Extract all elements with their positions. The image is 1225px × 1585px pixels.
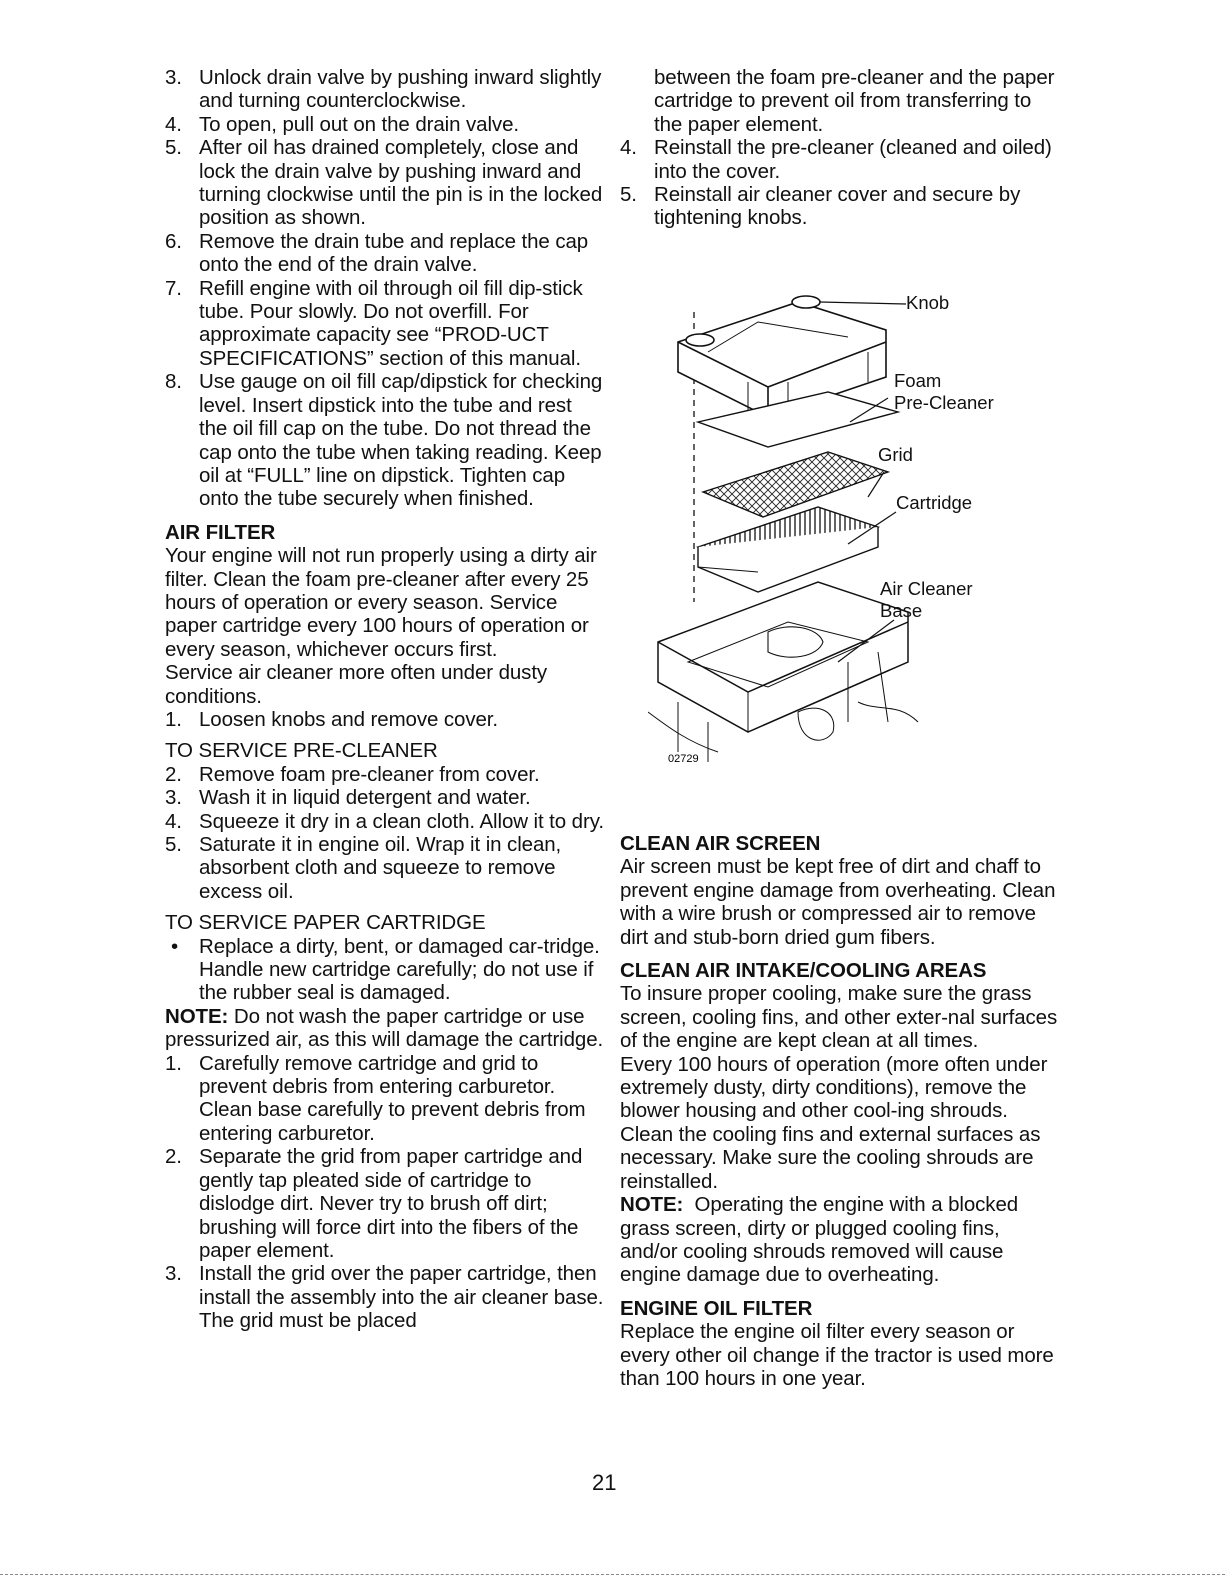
list-item <box>165 786 605 809</box>
note-paragraph <box>620 1193 1060 1287</box>
step-number: 2. <box>165 1145 182 1169</box>
step-number: 2. <box>165 762 182 786</box>
figure-code: 02729 <box>668 753 699 765</box>
bottom-divider <box>0 1574 1225 1575</box>
note-paragraph <box>165 1005 605 1052</box>
step-text: Use gauge on oil fill cap/dipstick for checking level. Insert dipstick into the tube and rest the oil fill cap on the tube. Do not thread the cap onto the tube when taking reading. Keep oil at “FULL” line on dipstick. Tighten cap onto the tube securely when finished. <box>199 370 603 511</box>
step-number: 5. <box>165 833 182 856</box>
grid <box>703 452 888 517</box>
engine-oil-filter-heading: ENGINE OIL FILTER <box>620 1296 813 1320</box>
air-cleaner-base <box>648 582 918 762</box>
list-item <box>165 230 605 277</box>
clean-air-screen-text: Air screen must be kept free of dirt and chaff to prevent engine damage from overheating. Clean with a wire brush or compressed air to remove dirt and stub-born dried gum fibers. <box>620 855 1056 949</box>
cover <box>678 296 886 417</box>
note-label: NOTE: <box>620 1193 684 1217</box>
step-number: 3. <box>165 786 182 810</box>
list-item <box>165 66 605 113</box>
engine-oil-filter-text: Replace the engine oil filter every season or every other oil change if the tractor is used more than 100 hours in one year. <box>620 1320 1054 1390</box>
bullet-text: Replace a dirty, bent, or damaged car-tridge. Handle new cartridge carefully; do not use if the rubber seal is damaged. <box>199 934 600 1005</box>
label-air-cleaner: Air Cleaner <box>880 578 973 599</box>
step-text: Reinstall air cleaner cover and secure by tightening knobs. <box>654 183 1021 230</box>
note-text: Do not wash the paper cartridge or use pressurized air, as this will damage the cartridge. <box>165 1004 604 1052</box>
step-number: 1. <box>165 1051 182 1075</box>
clean-air-screen-heading: CLEAN AIR SCREEN <box>620 832 821 855</box>
label-grid: Grid <box>878 444 913 465</box>
step-text: Squeeze it dry in a clean cloth. Allow it to dry. <box>199 809 604 833</box>
step-number: 4. <box>165 112 182 136</box>
step-number: 4. <box>620 136 637 160</box>
step-text: Install the grid over the paper cartridge, then install the assembly into the air cleaner base. The grid must be placed <box>199 1262 604 1333</box>
step-number: 8. <box>165 370 182 394</box>
air-cleaner-diagram <box>648 282 1048 782</box>
pre-cleaner-heading: TO SERVICE PRE-CLEANER <box>165 739 438 763</box>
step-number: 5. <box>620 183 637 207</box>
left-column <box>165 66 605 1333</box>
list-item <box>165 1145 605 1262</box>
page-number: 21 <box>592 1470 617 1495</box>
step-text: Unlock drain valve by pushing inward slightly and turning counterclockwise. <box>199 66 602 113</box>
step-number: 3. <box>165 66 182 89</box>
intake-paragraph-1: To insure proper cooling, make sure the grass screen, cooling fins, and other exter-nal surfaces of the engine are kept clean at all times. <box>620 982 1058 1053</box>
right-column-bottom <box>620 832 1060 1390</box>
list-item <box>620 136 1060 183</box>
label-cartridge: Cartridge <box>896 492 973 513</box>
step-text: Separate the grid from paper cartridge and gently tap pleated side of cartridge to dislodge dirt. Never try to brush off dirt; brushing will force dirt into the fibers of the paper element. <box>199 1145 583 1262</box>
list-item <box>165 277 605 371</box>
step-text: Remove foam pre-cleaner from cover. <box>199 762 540 786</box>
continued-text: between the foam pre-cleaner and the paper cartridge to prevent oil from transferring to the paper element. <box>654 66 1055 136</box>
right-column-top <box>620 66 1060 230</box>
list-item <box>165 1052 605 1146</box>
note-label: NOTE: <box>165 1004 229 1028</box>
step-text: Remove the drain tube and replace the cap onto the end of the drain valve. <box>199 229 589 277</box>
list-item <box>165 370 605 510</box>
label-knob: Knob <box>906 292 950 313</box>
step-text: Refill engine with oil through oil fill dip-stick tube. Pour slowly. Do not overfill. For approximate capacity see “PROD-UCT SPECIFICATIONS” section of this manual. <box>199 276 583 370</box>
paper-cartridge-heading: TO SERVICE PAPER CARTRIDGE <box>165 911 486 935</box>
step-number: 5. <box>165 136 182 160</box>
list-item <box>165 810 605 833</box>
label-pre-cleaner: Pre-Cleaner <box>894 392 994 413</box>
step-text: After oil has drained completely, close and lock the drain valve by pushing inward and turning clockwise until the pin is in the locked position as shown. <box>199 136 603 230</box>
label-foam: Foam <box>894 370 942 391</box>
list-item <box>165 708 605 731</box>
air-filter-paragraph-2: Service air cleaner more often under dusty conditions. <box>165 661 548 708</box>
list-item <box>165 113 605 136</box>
step-number: 1. <box>165 707 182 731</box>
intake-paragraph-2: Every 100 hours of operation (more often under extremely dusty, dirty conditions), remove the blower housing and other cool-ing shrouds. Clean the cooling fins and external surfaces as necessary. Make sure the cooling shrouds are reinstalled. <box>620 1052 1048 1193</box>
step-number: 4. <box>165 809 182 833</box>
label-base: Base <box>880 600 923 621</box>
step-number: 7. <box>165 276 182 300</box>
cartridge <box>698 507 878 592</box>
note-text: Operating the engine with a blocked grass screen, dirty or plugged cooling fins, and/or cooling shrouds removed will cause engine damage due to overheating. <box>620 1193 1019 1287</box>
step-text: Wash it in liquid detergent and water. <box>199 786 531 810</box>
step-text: Carefully remove cartridge and grid to prevent debris from entering carburetor. Clean base carefully to prevent debris from entering carburetor. <box>199 1051 586 1145</box>
air-filter-paragraph: Your engine will not run properly using a dirty air filter. Clean the foam pre-cleaner after every 25 hours of operation or every season. Service paper cartridge every 100 hours of operation or every season, whichever occurs first. <box>165 544 597 661</box>
list-item <box>165 136 605 230</box>
step-number: 3. <box>165 1262 182 1286</box>
step-text: Reinstall the pre-cleaner (cleaned and oiled) into the cover. <box>654 136 1052 183</box>
intake-cooling-heading: CLEAN AIR INTAKE/COOLING AREAS <box>620 959 987 983</box>
air-cleaner-illustration <box>648 282 1048 782</box>
list-item <box>165 833 605 903</box>
step-number: 6. <box>165 229 182 253</box>
bullet-icon: • <box>171 934 179 958</box>
step-text: To open, pull out on the drain valve. <box>199 112 519 136</box>
list-item <box>165 1262 605 1332</box>
bullet-item <box>165 935 605 1005</box>
list-item <box>165 763 605 786</box>
step-text: Loosen knobs and remove cover. <box>199 707 498 731</box>
step-text: Saturate it in engine oil. Wrap it in clean, absorbent cloth and squeeze to remove excess oil. <box>199 833 562 903</box>
list-item <box>620 183 1060 230</box>
foam-pre-cleaner <box>698 392 898 447</box>
air-filter-heading: AIR FILTER <box>165 520 276 544</box>
